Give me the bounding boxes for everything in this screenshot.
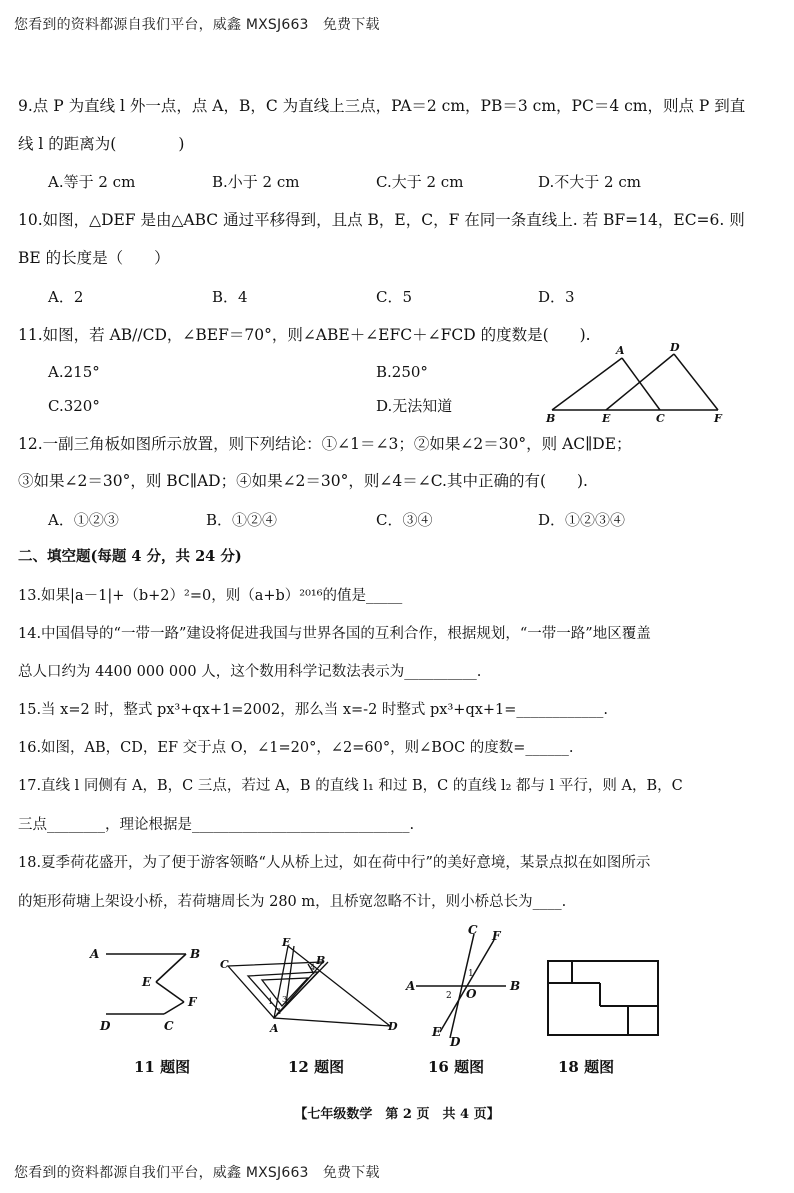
fig12-diagram [218,934,400,1042]
q14-line2: 总人口约为 4400 000 000 人，这个数用科学记数法表示为__________. [18,664,482,680]
q12-line2: ③如果∠2＝30°，则 BC∥AD；④如果∠2＝30°，则∠4＝∠C.其中正确的有( ). [18,472,588,490]
fig16-angle-2: 2 [446,991,452,1001]
q13-line: 13.如果|a－1|+（b+2）²=0，则（a+b）²⁰¹⁶的值是_____ [18,588,403,604]
q9-line1: 9.点 P 为直线 l 外一点，点 A，B，C 为直线上三点，PA＝2 cm，PB＝3 cm，PC＝4 cm，则点 P 到直 [18,97,746,115]
fig12-angle-3: 3 [282,995,288,1004]
q17-line1: 17.直线 l 同侧有 A，B，C 三点，若过 A，B 的直线 l₁ 和过 B，C 的直线 l₂ 都与 l 平行，则 A，B，C [18,778,683,794]
q12-option-a: A．①②③ [48,511,119,529]
watermark-top: 您看到的资料都源自我们平台，威鑫 MXSJ663 免费下载 [14,17,380,33]
q11-triangle-figure [540,340,730,430]
q11-option-c: C.320° [48,397,100,415]
q11-option-d: D.无法知道 [376,397,453,415]
fig16-label-f: F [492,929,501,943]
q12-option-d: D．①②③④ [538,511,626,529]
q12-option-c: C．③④ [376,511,433,529]
q11-label-e: E [602,412,611,425]
fig12-angle-2: 2 [276,1007,282,1016]
fig16-diagram [402,924,526,1046]
q12-line1: 12.一副三角板如图所示放置，则下列结论：①∠1＝∠3；②如果∠2＝30°，则 AC∥DE； [18,435,632,453]
q11-label-d: D [670,341,680,354]
fig12-label-b: B [316,954,326,967]
q10-option-c: C．5 [376,288,413,306]
fig18-caption: 18 题图 [558,1058,615,1076]
fig16-label-o: O [466,987,477,1001]
fig11-caption: 11 题图 [134,1058,191,1076]
q9-line2: 线 l 的距离为( ) [18,135,185,153]
fig16-label-a: A [406,979,416,993]
fig11-label-e: E [142,975,152,989]
q18-line2: 的矩形荷塘上架设小桥，若荷塘周长为 280 m，且桥宽忽略不计，则小桥总长为____. [18,894,567,910]
q10-option-a: A．2 [48,288,84,306]
fig16-label-d: D [450,1035,461,1046]
fig16-label-b: B [510,979,521,993]
fig11-label-b: B [190,947,201,961]
fig12-angle-4: 4 [310,963,316,972]
section-2-heading: 二、填空题(每题 4 分，共 24 分) [18,548,242,565]
fig12-label-d: D [388,1020,398,1033]
q18-line1: 18.夏季荷花盛开，为了便于游客领略“人从桥上过，如在荷中行”的美好意境，某景点拟在如图所示 [18,855,651,871]
fig12-caption: 12 题图 [288,1058,345,1076]
q9-option-d: D.不大于 2 cm [538,173,641,191]
q11-line1: 11.如图，若 AB//CD，∠BEF＝70°，则∠ABE＋∠EFC＋∠FCD 的度数是( ). [18,326,591,344]
fig11-label-c: C [164,1019,174,1033]
fig16-label-c: C [468,924,478,937]
fig16-angle-1: 1 [468,969,474,979]
q11-label-a: A [616,344,625,357]
watermark-bottom: 您看到的资料都源自我们平台，威鑫 MXSJ663 免费下载 [14,1165,380,1181]
q11-label-f: F [714,412,722,425]
fig11-diagram [84,938,214,1038]
q9-option-c: C.大于 2 cm [376,173,464,191]
fig16-label-e: E [432,1025,442,1039]
q11-label-b: B [546,412,556,425]
q11-label-c: C [656,412,665,425]
q9-option-a: A.等于 2 cm [48,173,136,191]
q10-line2: BE 的长度是（ ） [18,249,170,267]
fig11-label-a: A [90,947,100,961]
q17-line2: 三点________，理论根据是______________________________. [18,817,415,833]
q10-option-d: D．3 [538,288,575,306]
q11-option-a: A.215° [48,363,100,381]
fig11-label-d: D [100,1019,111,1033]
page-footer: 【七年级数学 第 2 页 共 4 页】 [294,1107,500,1122]
q9-option-b: B.小于 2 cm [212,173,300,191]
fig18-pond-diagram [546,958,662,1038]
q11-option-b: B.250° [376,363,428,381]
fig12-label-e: E [282,936,291,949]
q14-line1: 14.中国倡导的“一带一路”建设将促进我国与世界各国的互利合作，根据规划，“一带一路”地区覆盖 [18,626,651,642]
fig11-label-f: F [188,995,197,1009]
fig12-angle-1: 1 [268,997,274,1006]
q16-line: 16.如图，AB，CD，EF 交于点 O，∠1=20°，∠2=60°，则∠BOC 的度数=______. [18,740,574,756]
q10-option-b: B．4 [212,288,248,306]
q15-line: 15.当 x=2 时，整式 px³+qx+1=2002，那么当 x=-2 时整式 px³+qx+1=____________. [18,702,609,718]
q10-line1: 10.如图，△DEF 是由△ABC 通过平移得到，且点 B，E，C，F 在同一条直线上. 若 BF=14，EC=6. 则 [18,211,745,229]
fig12-label-a: A [270,1022,279,1035]
q12-option-b: B．①②④ [206,511,278,529]
fig16-caption: 16 题图 [428,1058,485,1076]
fig12-label-c: C [220,958,229,971]
